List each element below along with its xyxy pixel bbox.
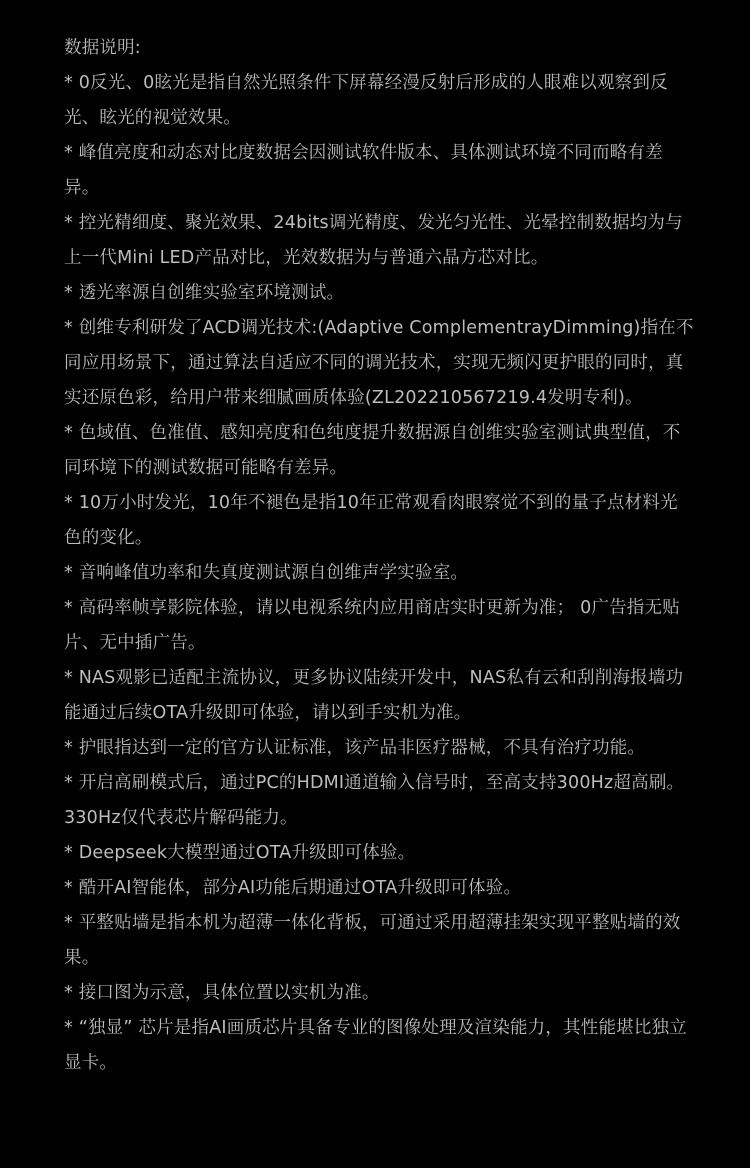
note-item: * 开启高刷模式后，通过PC的HDMI通道输入信号时，至高支持300Hz超高刷。330Hz仅代表芯片解码能力。	[64, 773, 685, 828]
data-notes-section	[64, 31, 694, 1081]
note-item: * 护眼指达到一定的官方认证标准，该产品非医疗器械，不具有治疗功能。	[64, 738, 646, 758]
note-item: * 高码率帧享影院体验，请以电视系统内应用商店实时更新为准； 0广告指无贴片、无中插广告。	[64, 598, 680, 653]
note-item: * 10万小时发光，10年不褪色是指10年正常观看肉眼察觉不到的量子点材料光色的变化。	[64, 493, 678, 548]
note-item: * NAS观影已适配主流协议，更多协议陆续开发中，NAS私有云和刮削海报墙功能通过后续OTA升级即可体验，请以到手实机为准。	[64, 668, 684, 723]
note-item: * 音响峰值功率和失真度测试源自创维声学实验室。	[64, 563, 469, 583]
note-item: * 创维专利研发了ACD调光技术:(Adaptive ComplementrayDimming)指在不同应用场景下，通过算法自适应不同的调光技术，实现无频闪更护眼的同时，真实还原色彩，给用户带来细腻画质体验(ZL202210567219.4发明专利)。	[64, 318, 694, 408]
note-item: * 平整贴墙是指本机为超薄一体化背板，可通过采用超薄挂架实现平整贴墙的效果。	[64, 913, 681, 968]
note-item: * 控光精细度、聚光效果、24bits调光精度、发光匀光性、光晕控制数据均为与上一代Mini LED产品对比，光效数据为与普通六晶方芯对比。	[64, 213, 683, 268]
note-item: * 酷开AI智能体，部分AI功能后期通过OTA升级即可体验。	[64, 878, 522, 898]
section-heading: 数据说明:	[64, 38, 141, 58]
note-item: * 透光率源自创维实验室环境测试。	[64, 283, 345, 303]
note-item: * 接口图为示意，具体位置以实机为准。	[64, 983, 380, 1003]
note-item: * Deepseek大模型通过OTA升级即可体验。	[64, 843, 416, 863]
note-item: * 峰值亮度和动态对比度数据会因测试软件版本、具体测试环境不同而略有差异。	[64, 143, 663, 198]
note-item: * 0反光、0眩光是指自然光照条件下屏幕经漫反射后形成的人眼难以观察到反光、眩光的视觉效果。	[64, 73, 668, 128]
note-item: * “独显” 芯片是指AI画质芯片具备专业的图像处理及渲染能力，其性能堪比独立显卡。	[64, 1018, 687, 1073]
note-item: * 色域值、色准值、感知亮度和色纯度提升数据源自创维实验室测试典型值，不同环境下的测试数据可能略有差异。	[64, 423, 681, 478]
